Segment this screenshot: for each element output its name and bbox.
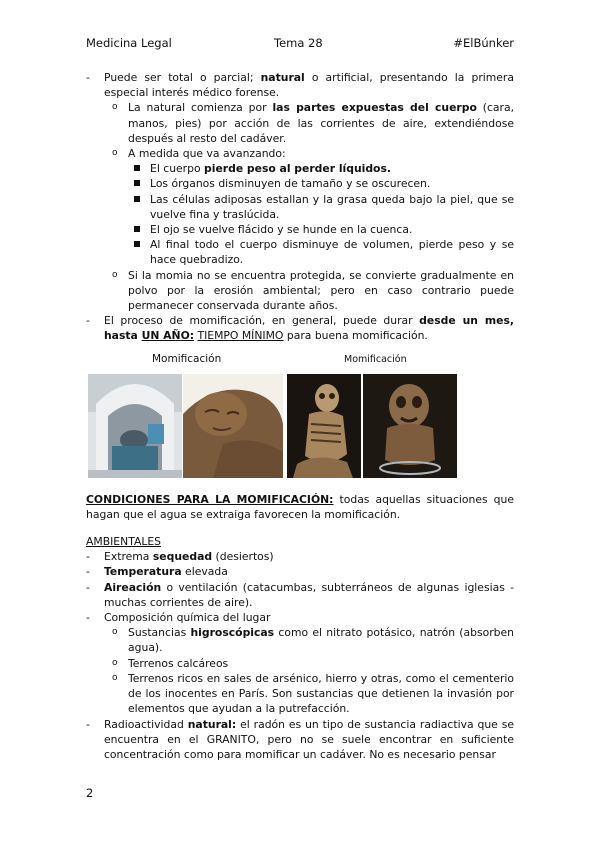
square-bullet-icon [134, 241, 140, 247]
bullet-aeration: - Aireación o ventilación (catacumbas, subterráneos de algunas iglesias - muchas corrientes de aire). [86, 580, 514, 609]
circle-marker: o [112, 269, 118, 280]
circle-marker: o [112, 627, 118, 638]
header-topic: Tema 28 [274, 36, 323, 50]
circle-marker: o [112, 148, 118, 159]
square-item: Al final todo el cuerpo disminuye de volumen, pierde peso y se hace quebradizo. [86, 237, 514, 267]
dash-marker: - [86, 314, 90, 328]
mummy-ct-scan-image [88, 374, 182, 478]
bullet-mummification-type: - Puede ser total o parcial; natural o artificial, presentando la primera especial interés médico forense. [86, 71, 514, 100]
subbullet-calcareous: o Terrenos calcáreos [112, 656, 229, 670]
dash-marker: - [86, 71, 90, 84]
dash-marker: - [86, 565, 90, 579]
mummy-child-image [363, 374, 457, 478]
ambientales-heading: AMBIENTALES [86, 535, 162, 549]
subbullet-natural: o La natural comienza por las partes expuestas del cuerpo (cara, manos, pies) por acción de las corrientes de aire, extendiéndose después al resto del cadáver. [112, 101, 514, 145]
dash-marker: - [86, 580, 90, 594]
header-course: Medicina Legal [86, 36, 172, 50]
figure-caption-1: Momificación [152, 352, 222, 365]
conditions-heading: CONDICIONES PARA LA MOMIFICACIÓN: [86, 492, 334, 506]
conditions-paragraph: CONDICIONES PARA LA MOMIFICACIÓN: todas aquellas situaciones que hagan que el agua se extraiga favorecen la momificación. [86, 492, 514, 521]
bullet-duration: - El proceso de momificación, en general, puede durar desde un mes, hasta UN AÑO: TIEMPO MÍNIMO para buena momificación. [86, 314, 514, 343]
dash-marker: - [86, 611, 90, 625]
figure-captions [86, 352, 514, 372]
circle-marker: o [112, 657, 118, 668]
square-item: El cuerpo pierde peso al perder líquidos. [86, 161, 514, 176]
square-bullet-icon [134, 226, 140, 232]
bullet-chemistry: - Composición química del lugar [86, 611, 271, 625]
square-bullet-icon [134, 180, 140, 186]
dash-marker: - [86, 550, 90, 564]
figure-row [86, 374, 514, 480]
subbullet-arsenic: o Terrenos ricos en sales de arsénico, hierro y otras, como el cementerio de los inocentes en París. Son sustancias que detienen la invasión por elementos que ayudan a la putrefacción. [112, 671, 514, 716]
circle-marker: o [112, 672, 118, 683]
square-item: El ojo se vuelve flácido y se hunde en la cuenca. [86, 222, 514, 237]
subbullet-progress: o A medida que va avanzando: [112, 147, 286, 161]
square-item: Los órganos disminuyen de tamaño y se oscurecen. [86, 176, 514, 191]
mummy-skeleton-image [287, 374, 361, 478]
square-bullet-icon [134, 165, 140, 171]
page-number: 2 [86, 786, 94, 800]
bullet-temperature: - Temperatura elevada [86, 565, 228, 579]
subbullet-protection: o Si la momia no se encuentra protegida, se convierte gradualmente en polvo por la erosión ambiental; pero en caso contrario puede permanecer conservada durante años. [112, 268, 514, 313]
dash-marker: - [86, 717, 90, 731]
header-tag: #ElBúnker [453, 36, 514, 50]
bullet-radioactivity: - Radioactividad natural: el radón es un tipo de sustancia radiactiva que se encuentra en el GRANITO, pero no se suele encontrar en suficiente concentración como para momificar un cadáver. No es necesario pensar [86, 717, 514, 761]
square-item: Las células adiposas estallan y la grasa queda bajo la piel, que se vuelve fina y traslúcida. [86, 192, 514, 222]
mummy-face-image [183, 374, 283, 478]
figure-caption-2: Momificación [344, 353, 407, 365]
circle-marker: o [112, 102, 118, 113]
subbullet-hygroscopic: o Sustancias higroscópicas como el nitrato potásico, natrón (absorben agua). [112, 626, 514, 655]
page-body [86, 70, 514, 762]
square-bullet-icon [134, 196, 140, 202]
bullet-dryness: - Extrema sequedad (desiertos) [86, 550, 274, 564]
